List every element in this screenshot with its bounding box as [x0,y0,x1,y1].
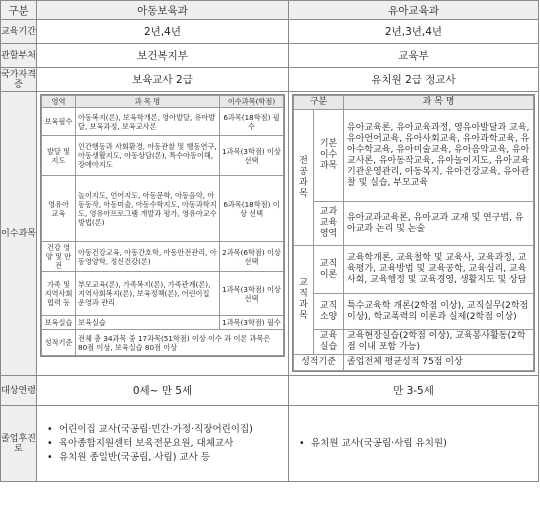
ee-grade: 졸업전체 평균성적 75점 이상 [344,355,534,371]
list-item: • 육아종합지원센터 보육전문요원, 대체교사 [45,437,288,451]
ee-subjects: 유아교과교육론, 유아교과 교재 및 연구법, 유아교과 논리 및 논술 [344,202,534,246]
cc-area: 보육필수 [42,108,76,136]
ministry-label: 관할부처 [1,44,37,68]
list-item: • 어린이집 교사(국공립·민간·가정·직장어린이집) [45,423,288,437]
header-label: 구분 [1,1,37,20]
duration-row [1,20,539,44]
ee-sub: 교육실습 [314,330,344,355]
certificate-row [1,68,539,92]
ministry-row [1,44,539,68]
age-row [1,376,539,406]
ee-subjects: 교육현장실습(2학점 이상), 교육봉사활동(2학점 이내 포함 가능) [344,330,534,355]
curriculum-row [1,92,539,376]
cc-grade: 전체 총 34과목 중 17과목(51학점) 이상 이수 과 이론 과목은 80점 이상, 보육실습 80점 이상 [76,330,284,356]
cc-area: 발달 및 지도 [42,136,76,176]
early-ed-curriculum-table [293,95,534,371]
age-label: 대상연령 [1,376,37,406]
cc-credits: 1과목(3학점) 이상 선택 [220,272,284,316]
cc-credits: 1과목(3학점) 이상 선택 [220,136,284,176]
list-item: • 유치원 종일반(국공립, 사립) 교사 등 [45,451,288,465]
certificate-early-ed: 유치원 2급 정교사 [289,68,539,92]
header-childcare: 아동보육과 [37,1,289,20]
cc-credits: 2과목(6학점) 이상 선택 [220,242,284,272]
duration-childcare: 2년,4년 [37,20,289,44]
career-label: 졸업후진로 [1,406,37,482]
career-childcare-list [37,423,288,465]
cc-subjects: 아동복지(론), 보육학개론, 영아발달, 유아발달, 보육과정, 보육교사론 [76,108,220,136]
cc-subjects: 아동건강교육, 아동간호학, 아동안전관리, 아동영양학, 정신건강(론) [76,242,220,272]
cc-credits: 6과목(18학점) 필수 [220,108,284,136]
cc-header-subjects: 과 목 명 [76,96,220,108]
cc-header-credits: 이수과목(학점) [220,96,284,108]
cc-credits: 1과목(3학점) 필수 [220,316,284,330]
cc-grade-label: 성적기준 [42,330,76,356]
list-item: • 유치원 교사(국공립·사립 유치원) [297,437,538,451]
header-row [1,1,539,20]
cc-area: 건강 영양 및 안전 [42,242,76,272]
career-row [1,406,539,482]
cc-subjects: 인간행동과 사회환경, 아동관찰 및 행동연구, 아동생활지도, 아동상담(론), 특수아동이해, 장애아지도 [76,136,220,176]
cc-subjects: 부모교육(론), 가족복지(론), 가족관계(론), 지역사회복지(론), 보육정책(론), 어린이집 운영과 관리 [76,272,220,316]
career-early-ed-list [289,437,538,451]
career-early-ed [289,406,539,482]
cc-subjects: 놀이지도, 언어지도, 아동문학, 아동음악, 아동동작, 아동미술, 아동수학지도, 아동과학지도, 영유아프로그램 개발과 평가, 영유아교수방법(론) [76,176,220,242]
ee-header-category: 구분 [294,96,344,110]
age-early-ed: 만 3-5세 [289,376,539,406]
certificate-childcare: 보육교사 2급 [37,68,289,92]
ministry-childcare: 보건복지부 [37,44,289,68]
ee-header-subjects: 과 목 명 [344,96,534,110]
cc-subjects: 보육실습 [76,316,220,330]
cc-area: 가족 및 지역사회 협력 등 [42,272,76,316]
certificate-label: 국가자격증 [1,69,36,90]
ee-sub: 교과교육영역 [314,202,344,246]
age-childcare: 0세~ 만 5세 [37,376,289,406]
ee-major-label: 전공과목 [294,110,314,246]
childcare-curriculum-cell [37,92,289,376]
ee-sub: 기본이수과목 [314,110,344,202]
header-early-ed: 유아교육과 [289,1,539,20]
cc-area: 영유아 교육 [42,176,76,242]
ee-subjects: 유아교육론, 유아교육과정, 영유아발달과 교육, 유아언어교육, 유아사회교육, 유아과학교육, 유아수학교육, 유아미술교육, 유아음악교육, 유아교사론, 유아동작교육, 유아놀이지도, 유아교육기관운영관리, 아동복지, 유아건강교육, 유아관찰 및 실습, 부모교육 [344,110,534,202]
ee-subjects: 특수교육학 개론(2학점 이상), 교직실무(2학점 이상), 학교폭력의 이론과 실제(2학점 이상) [344,294,534,330]
ee-grade-label: 성적기준 [294,355,344,371]
ee-teaching-label: 교직과목 [294,246,314,355]
early-ed-curriculum-cell [289,92,539,376]
ee-sub: 교직소양 [314,294,344,330]
childcare-curriculum-table [41,95,284,356]
duration-label: 교육기간 [1,20,37,44]
curriculum-label: 이수과목 [1,92,37,376]
cc-header-area: 영역 [42,96,76,108]
ministry-early-ed: 교육부 [289,44,539,68]
cc-credits: 6과목(18학점) 이상 선택 [220,176,284,242]
cc-area: 보육실습 [42,316,76,330]
career-childcare [37,406,289,482]
duration-early-ed: 2년,3년,4년 [289,20,539,44]
ee-sub: 교직이론 [314,246,344,294]
ee-subjects: 교육학개론, 교육철학 및 교육사, 교육과정, 교육평가, 교육방법 및 교육공학, 교육심리, 교육사회, 교육행정 및 교육경영, 생활지도 및 상담 [344,246,534,294]
